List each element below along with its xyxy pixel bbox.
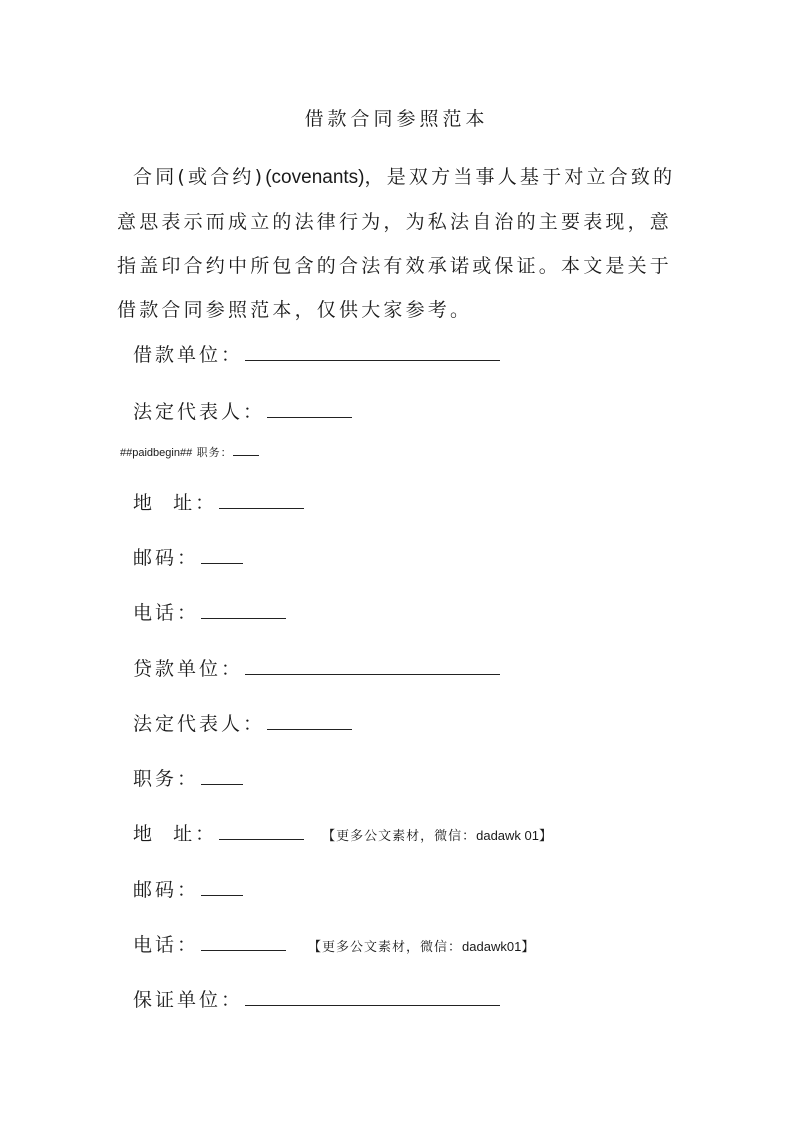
- blank-line: [201, 877, 243, 896]
- blank-line: [201, 932, 286, 951]
- field-label: 借款单位：: [133, 344, 244, 366]
- paid-marker-line: [120, 444, 259, 460]
- intro-text-1: 合同(或合约): [133, 166, 266, 188]
- lender-phone-field: [133, 930, 535, 957]
- field-label: 邮码：: [133, 547, 200, 569]
- promo-note-bracket: 】: [539, 829, 554, 844]
- lender-title-field: [133, 764, 243, 791]
- document-title: 借款合同参照范本: [304, 108, 489, 130]
- borrower-phone-field: [133, 598, 286, 625]
- field-label: 职务：: [133, 768, 200, 790]
- field-label: 保证单位：: [133, 989, 244, 1011]
- borrower-legal-rep-field: [133, 397, 352, 424]
- intro-paragraph: [117, 155, 687, 332]
- lender-address-field: [133, 819, 553, 846]
- promo-note-bracket: 】: [521, 940, 536, 955]
- field-label: 电话：: [133, 602, 200, 624]
- blank-line: [219, 821, 304, 840]
- borrower-address-field: [133, 488, 304, 515]
- blank-line: [245, 342, 500, 361]
- lender-postcode-field: [133, 875, 243, 902]
- intro-text-2: ，是双方当事人基于对立合致的意思表示而成立的法律行为，为私法自治的主要表现，意指盖印合约中所包含的合法有效承诺或保证。本文是关于借款合同参照范本，仅供大家参考。: [117, 166, 676, 321]
- field-label: 地 址：: [133, 823, 218, 845]
- field-label: 贷款单位：: [133, 658, 244, 680]
- guarantor-unit-field: [133, 985, 500, 1012]
- intro-text-latin: (covenants): [265, 167, 365, 188]
- promo-note-text: 【更多公文素材，微信：: [322, 829, 477, 844]
- field-label: 电话：: [133, 934, 200, 956]
- blank-line: [201, 766, 243, 785]
- blank-line: [245, 987, 500, 1006]
- field-label: 法定代表人：: [133, 401, 266, 423]
- blank-line: [267, 399, 352, 418]
- promo-note-id: dadawk01: [462, 939, 522, 954]
- blank-line: [233, 445, 259, 456]
- borrower-postcode-field: [133, 543, 243, 570]
- blank-line: [201, 545, 243, 564]
- paid-marker: ##paidbegin##: [120, 447, 193, 459]
- field-label: 法定代表人：: [133, 713, 266, 735]
- blank-line: [201, 600, 286, 619]
- field-label: 地 址：: [133, 492, 218, 514]
- promo-note: [322, 829, 553, 844]
- lender-unit-field: [133, 654, 500, 681]
- lender-legal-rep-field: [133, 709, 352, 736]
- blank-line: [245, 656, 500, 675]
- blank-line: [267, 711, 352, 730]
- field-label: 职务：: [192, 446, 233, 459]
- blank-line: [219, 490, 304, 509]
- promo-note-id: dadawk 01: [476, 828, 539, 843]
- promo-note: [308, 940, 535, 955]
- field-label: 邮码：: [133, 879, 200, 901]
- borrower-unit-field: [133, 340, 500, 367]
- promo-note-text: 【更多公文素材，微信：: [308, 940, 463, 955]
